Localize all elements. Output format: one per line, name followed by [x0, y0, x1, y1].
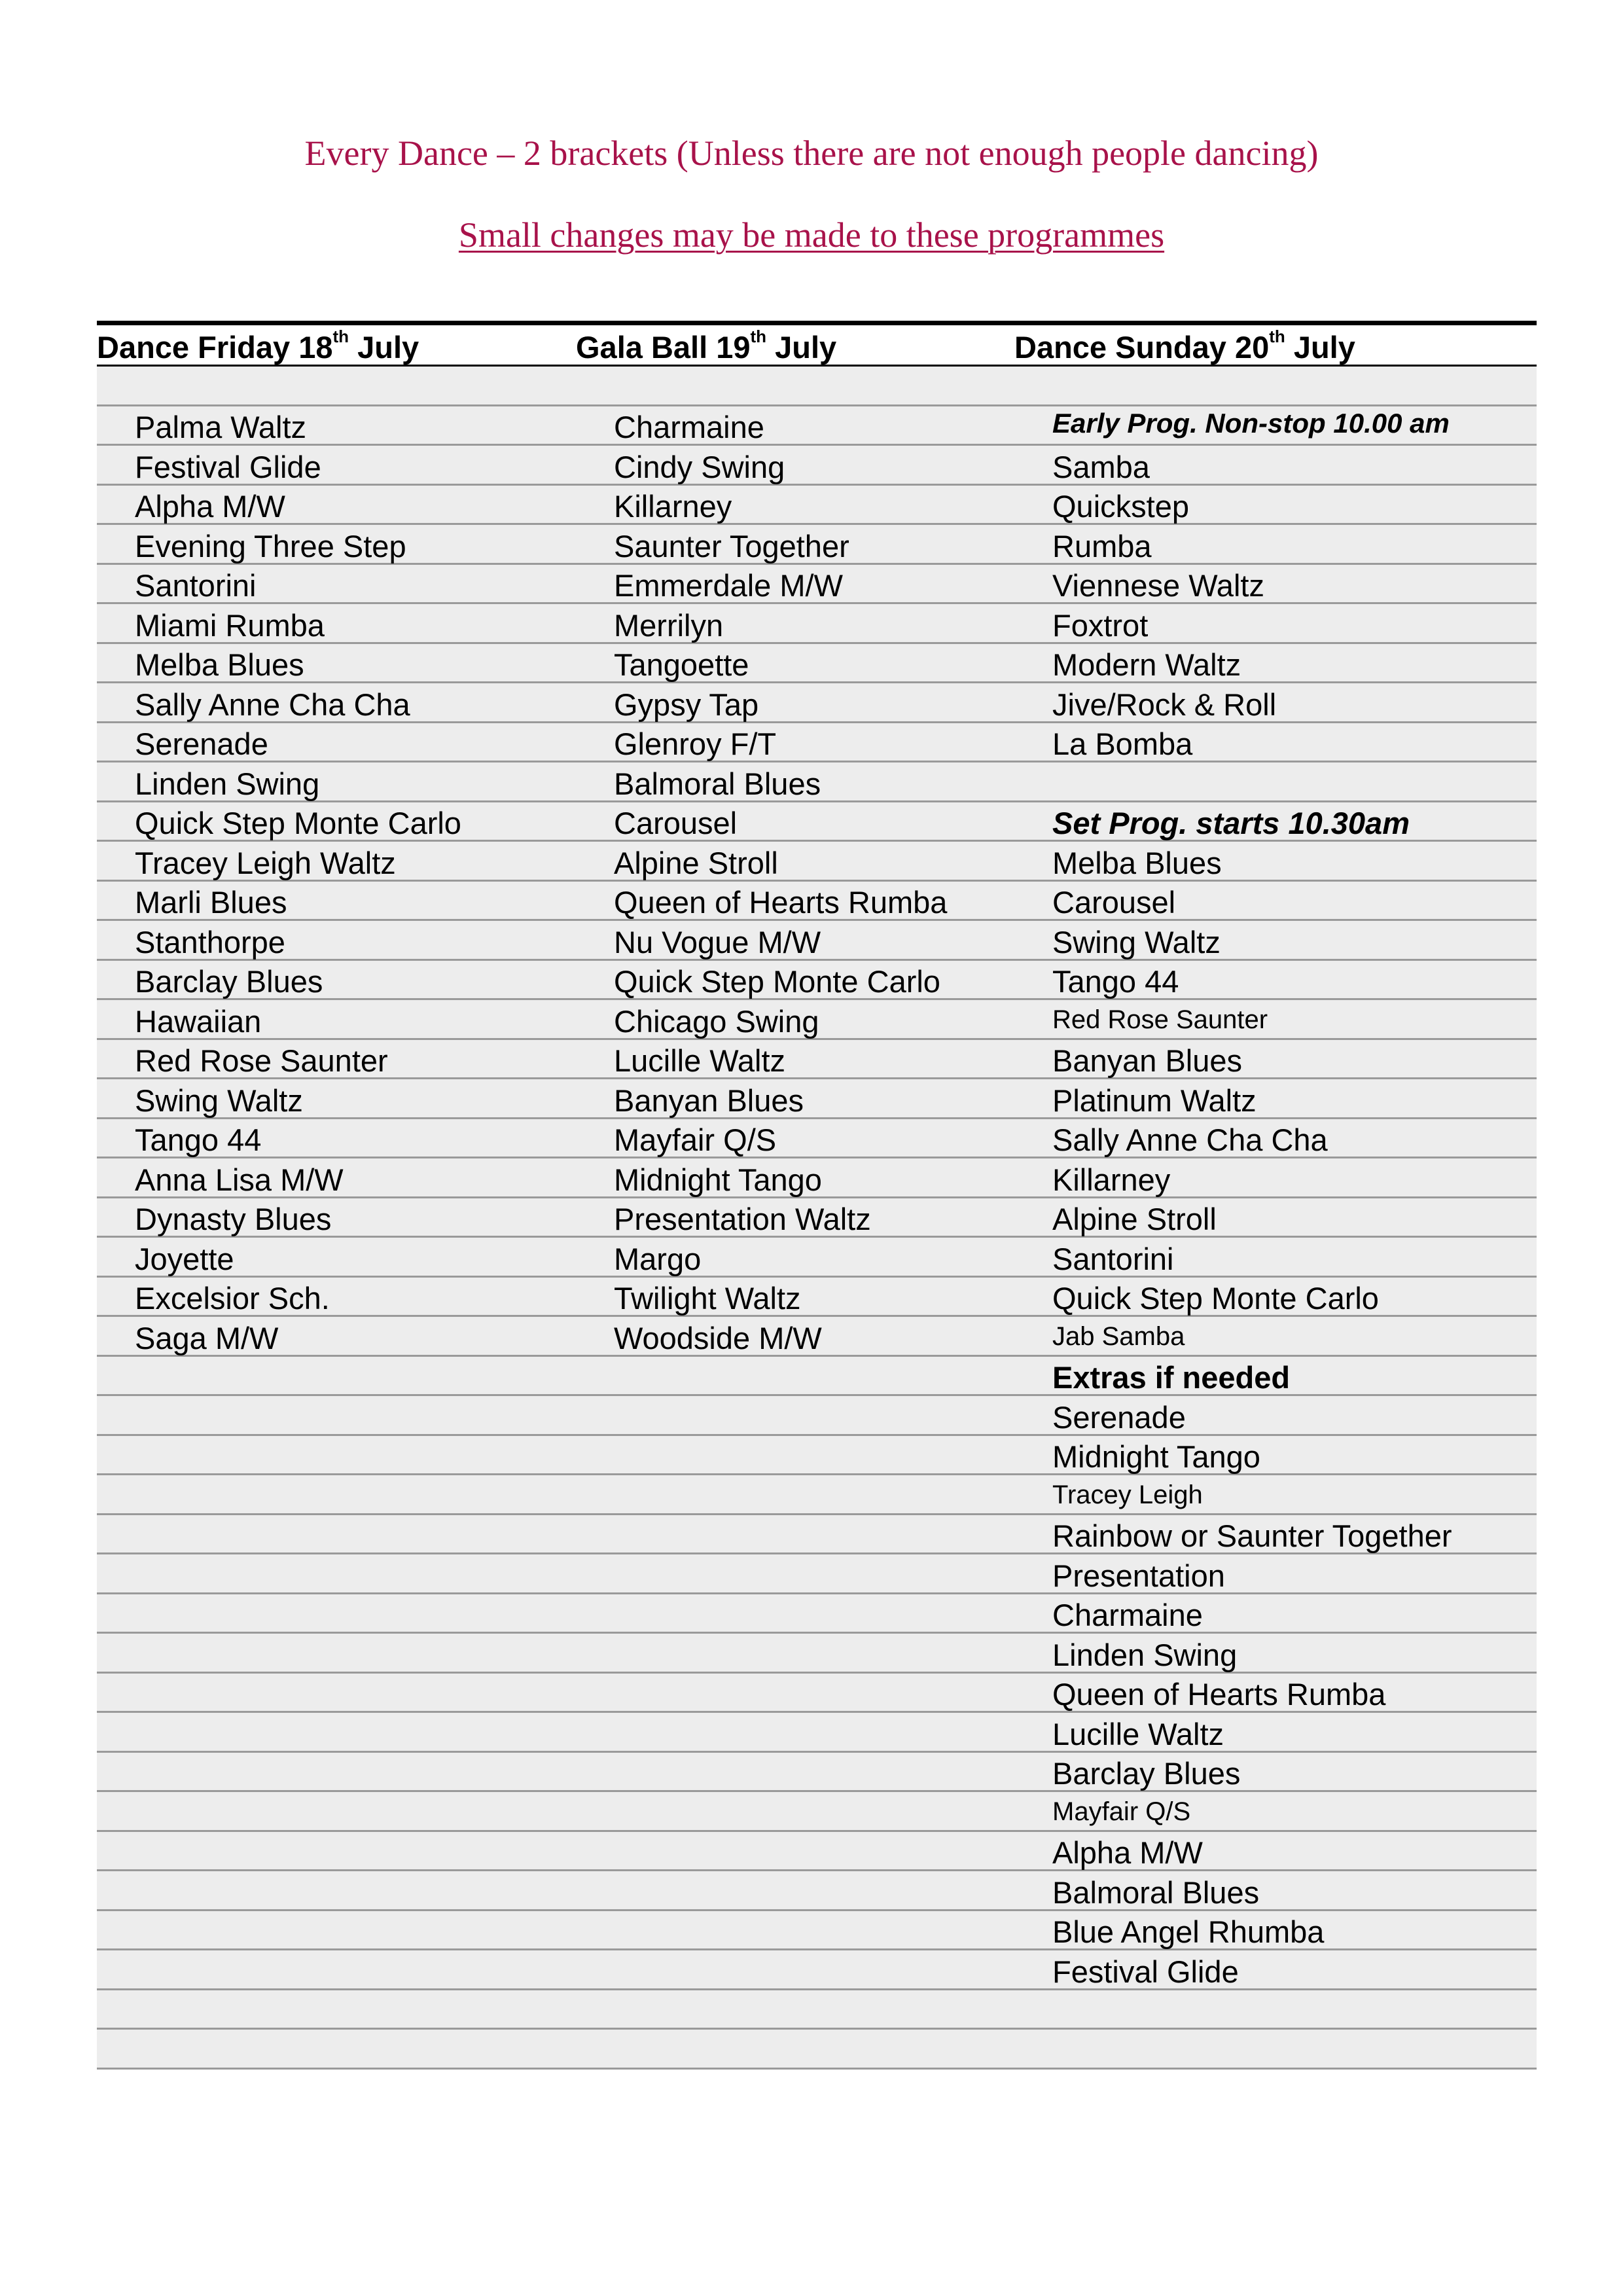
table-row	[97, 1554, 1537, 1594]
friday-dance-cell: Anna Lisa M/W	[135, 1162, 344, 1197]
friday-dance-cell: Red Rose Saunter	[135, 1043, 388, 1078]
sunday-dance-cell: Charmaine	[1052, 1598, 1203, 1632]
friday-dance-cell: Barclay Blues	[135, 964, 323, 999]
gala-dance-cell: Woodside M/W	[614, 1320, 822, 1355]
sunday-dance-cell: Balmoral Blues	[1052, 1874, 1260, 1910]
sunday-dance-cell: Foxtrot	[1052, 607, 1149, 643]
table-row	[97, 1990, 1537, 2030]
sunday-dance-cell: Modern Waltz	[1052, 647, 1241, 682]
friday-dance-cell: Saga M/W	[135, 1320, 279, 1355]
sunday-dance-cell: Rainbow or Saunter Together	[1052, 1518, 1452, 1553]
table-row	[97, 1594, 1537, 1634]
table-top-rule	[97, 321, 1537, 325]
table-row	[97, 1198, 1537, 1238]
gala-dance-cell: Merrilyn	[614, 607, 724, 643]
table-row	[97, 1278, 1537, 1318]
gala-dance-cell: Midnight Tango	[614, 1162, 822, 1197]
sunday-dance-cell: Red Rose Saunter	[1052, 1005, 1268, 1034]
table-row	[97, 802, 1537, 842]
friday-dance-cell: Sally Anne Cha Cha	[135, 687, 410, 722]
sunday-dance-cell: La Bomba	[1052, 726, 1193, 761]
friday-dance-cell: Stanthorpe	[135, 924, 285, 960]
table-row	[97, 446, 1537, 486]
sunday-dance-cell: Blue Angel Rhumba	[1052, 1914, 1325, 1949]
note-changes: Small changes may be made to these programmes	[458, 215, 1165, 255]
note-brackets: Every Dance – 2 brackets (Unless there are not enough people dancing)	[304, 134, 1319, 173]
gala-dance-cell: Tangoette	[614, 647, 749, 682]
table-row	[97, 961, 1537, 1001]
friday-dance-cell: Melba Blues	[135, 647, 304, 682]
table-row	[97, 842, 1537, 882]
sunday-dance-cell: Queen of Hearts Rumba	[1052, 1677, 1386, 1712]
friday-dance-cell: Santorini	[135, 568, 257, 603]
friday-dance-cell: Miami Rumba	[135, 607, 325, 643]
sunday-dance-cell: Carousel	[1052, 885, 1176, 920]
friday-dance-cell: Hawaiian	[135, 1003, 262, 1039]
gala-dance-cell: Mayfair Q/S	[614, 1122, 777, 1157]
gala-dance-cell: Alpine Stroll	[614, 845, 778, 880]
table-row	[97, 921, 1537, 961]
friday-dance-cell: Alpha M/W	[135, 489, 285, 524]
sunday-dance-cell: Mayfair Q/S	[1052, 1797, 1191, 1826]
table-row	[97, 882, 1537, 922]
sunday-dance-cell: Tracey Leigh	[1052, 1480, 1203, 1509]
table-row	[97, 486, 1537, 526]
gala-dance-cell: Killarney	[614, 489, 732, 524]
sunday-dance-cell: Alpha M/W	[1052, 1835, 1203, 1870]
friday-dance-cell: Palma Waltz	[135, 410, 307, 444]
sunday-dance-cell: Santorini	[1052, 1241, 1174, 1276]
sunday-dance-cell: Serenade	[1052, 1399, 1186, 1435]
table-row	[97, 1950, 1537, 1990]
gala-dance-cell: Chicago Swing	[614, 1003, 819, 1039]
friday-dance-cell: Excelsior Sch.	[135, 1281, 330, 1316]
gala-dance-cell: Emmerdale M/W	[614, 568, 843, 603]
table-row	[97, 1317, 1537, 1357]
table-row	[97, 1871, 1537, 1911]
table-row	[97, 723, 1537, 763]
gala-dance-cell: Presentation Waltz	[614, 1202, 871, 1236]
programme-table	[97, 321, 1537, 2070]
sunday-dance-cell: Swing Waltz	[1052, 924, 1221, 960]
sunday-dance-cell: Midnight Tango	[1052, 1439, 1260, 1474]
sunday-dance-cell: Alpine Stroll	[1052, 1202, 1217, 1236]
header-friday: Dance Friday 18th July	[97, 327, 419, 365]
table-row	[97, 1753, 1537, 1793]
sunday-dance-cell: Quickstep	[1052, 489, 1189, 524]
table-row	[97, 1396, 1537, 1436]
friday-dance-cell: Dynasty Blues	[135, 1202, 332, 1236]
sunday-dance-cell: Sally Anne Cha Cha	[1052, 1122, 1328, 1157]
table-row	[97, 367, 1537, 406]
sunday-dance-cell: Rumba	[1052, 528, 1152, 564]
table-row	[97, 1000, 1537, 1040]
friday-dance-cell: Quick Step Monte Carlo	[135, 806, 461, 840]
table-row	[97, 683, 1537, 723]
table-row	[97, 1475, 1537, 1515]
sunday-dance-cell: Linden Swing	[1052, 1637, 1238, 1672]
table-row	[97, 1515, 1537, 1555]
friday-dance-cell: Joyette	[135, 1241, 234, 1276]
gala-dance-cell: Banyan Blues	[614, 1083, 804, 1118]
table-row	[97, 604, 1537, 644]
gala-dance-cell: Queen of Hearts Rumba	[614, 885, 948, 920]
table-row	[97, 1119, 1537, 1159]
table-row	[97, 1911, 1537, 1951]
sunday-dance-cell: Festival Glide	[1052, 1954, 1239, 1989]
sunday-dance-cell: Melba Blues	[1052, 845, 1222, 880]
gala-dance-cell: Saunter Together	[614, 528, 849, 564]
table-row	[97, 762, 1537, 802]
table-row	[97, 406, 1537, 446]
sunday-dance-cell: Samba	[1052, 449, 1150, 484]
friday-dance-cell: Tango 44	[135, 1122, 262, 1157]
table-row	[97, 1357, 1537, 1397]
table-row	[97, 1040, 1537, 1080]
table-body	[97, 367, 1537, 2070]
friday-dance-cell: Linden Swing	[135, 766, 320, 801]
friday-dance-cell: Festival Glide	[135, 449, 321, 484]
table-row	[97, 1713, 1537, 1753]
table-header-row	[97, 325, 1537, 367]
friday-dance-cell: Swing Waltz	[135, 1083, 303, 1118]
sunday-dance-cell: Jive/Rock & Roll	[1052, 687, 1277, 722]
sunday-dance-cell: Platinum Waltz	[1052, 1083, 1257, 1118]
table-row	[97, 1674, 1537, 1713]
header-gala-ball: Gala Ball 19th July	[576, 327, 837, 365]
gala-dance-cell: Charmaine	[614, 410, 764, 444]
sunday-dance-cell: Barclay Blues	[1052, 1756, 1241, 1791]
friday-dance-cell: Serenade	[135, 726, 268, 761]
friday-dance-cell: Tracey Leigh Waltz	[135, 845, 396, 880]
sunday-dance-cell: Viennese Waltz	[1052, 568, 1264, 603]
gala-dance-cell: Twilight Waltz	[614, 1281, 801, 1316]
sunday-dance-cell: Banyan Blues	[1052, 1043, 1243, 1078]
sunday-dance-cell: Set Prog. starts 10.30am	[1052, 806, 1410, 840]
gala-dance-cell: Cindy Swing	[614, 449, 785, 484]
gala-dance-cell: Carousel	[614, 806, 738, 840]
table-row	[97, 525, 1537, 565]
sunday-dance-cell: Killarney	[1052, 1162, 1171, 1197]
sunday-dance-cell: Quick Step Monte Carlo	[1052, 1281, 1379, 1316]
sunday-dance-cell: Lucille Waltz	[1052, 1716, 1224, 1751]
gala-dance-cell: Quick Step Monte Carlo	[614, 964, 940, 999]
table-row	[97, 1158, 1537, 1198]
table-row	[97, 1634, 1537, 1674]
gala-dance-cell: Balmoral Blues	[614, 766, 821, 801]
sunday-dance-cell: Presentation	[1052, 1558, 1225, 1593]
table-row	[97, 1436, 1537, 1476]
gala-dance-cell: Nu Vogue M/W	[614, 924, 821, 960]
header-sunday: Dance Sunday 20th July	[1014, 327, 1355, 365]
table-row	[97, 1238, 1537, 1278]
gala-dance-cell: Margo	[614, 1241, 702, 1276]
sunday-dance-cell: Jab Samba	[1052, 1321, 1185, 1351]
table-row	[97, 1792, 1537, 1832]
table-row	[97, 1079, 1537, 1119]
gala-dance-cell: Lucille Waltz	[614, 1043, 786, 1078]
gala-dance-cell: Gypsy Tap	[614, 687, 759, 722]
sunday-dance-cell: Tango 44	[1052, 964, 1179, 999]
friday-dance-cell: Marli Blues	[135, 885, 287, 920]
table-row	[97, 2030, 1537, 2070]
sunday-dance-cell: Extras if needed	[1052, 1360, 1291, 1395]
table-row	[97, 644, 1537, 684]
friday-dance-cell: Evening Three Step	[135, 528, 406, 564]
table-row	[97, 1832, 1537, 1872]
sunday-dance-cell: Early Prog. Non-stop 10.00 am	[1052, 408, 1450, 439]
gala-dance-cell: Glenroy F/T	[614, 726, 777, 761]
table-row	[97, 565, 1537, 605]
